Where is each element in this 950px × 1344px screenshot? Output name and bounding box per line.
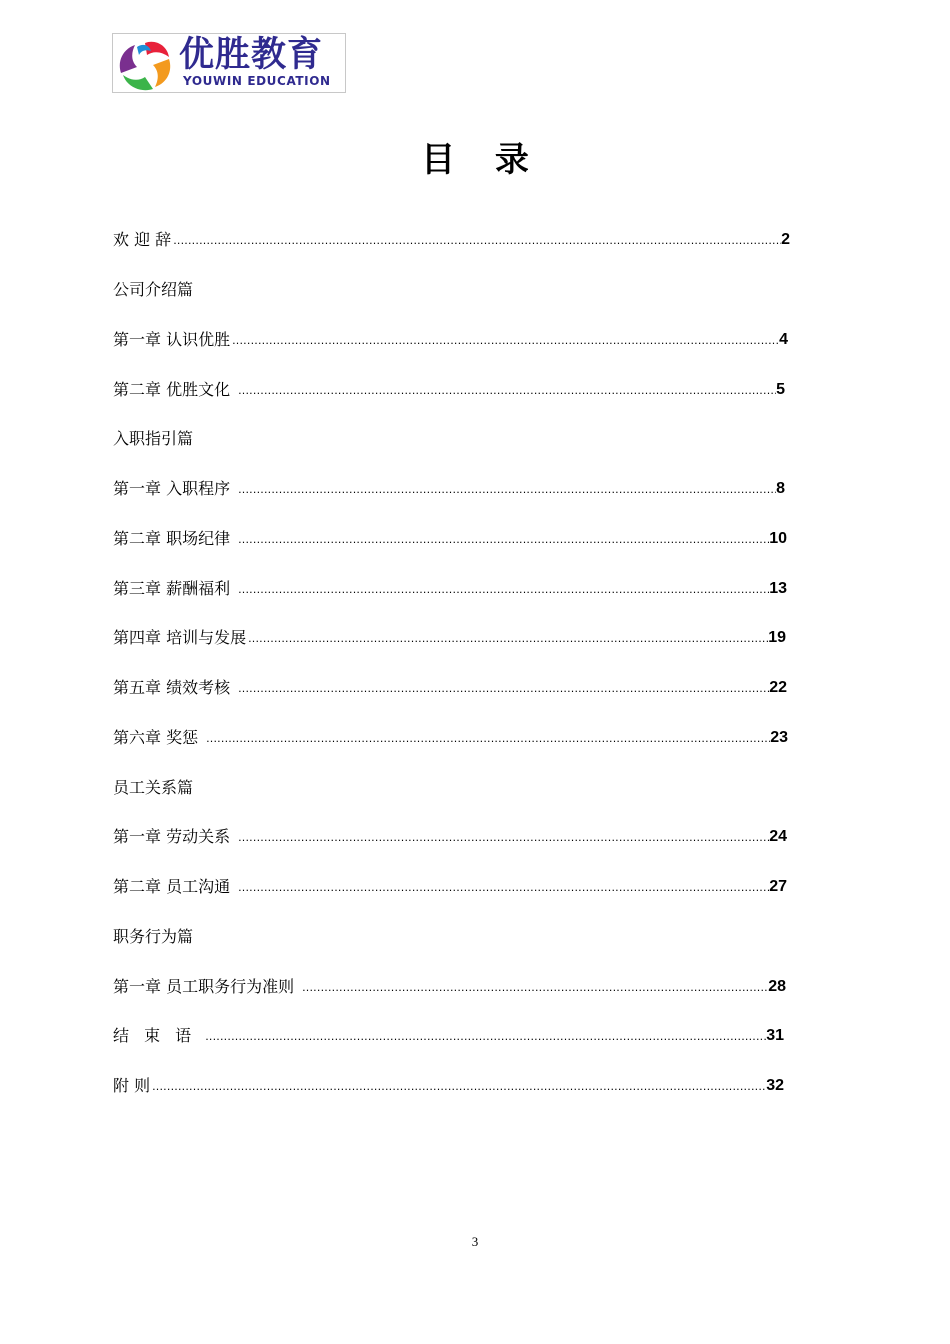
toc-entry-label: 第六章 奖惩: [113, 728, 199, 747]
toc-entry-page: 32: [766, 1077, 784, 1094]
toc-dot-leader: [238, 880, 769, 896]
toc-entry-label: 第一章 认识优胜: [113, 330, 231, 349]
toc-entry-page: 4: [779, 331, 788, 348]
toc-section-heading: [113, 777, 193, 799]
toc-entry-page: 5: [776, 381, 785, 398]
toc-entry-page: 2: [781, 231, 790, 248]
toc-entry-page: 13: [769, 580, 787, 597]
toc-dot-leader: [302, 980, 768, 996]
logo-english-name: YOUWIN EDUCATION: [183, 74, 331, 88]
toc-entry[interactable]: [113, 727, 788, 749]
toc-entry[interactable]: [113, 1025, 784, 1047]
toc-entry-page: 27: [769, 878, 787, 895]
toc-dot-leader: [152, 1079, 766, 1095]
toc-entry[interactable]: [113, 876, 787, 898]
toc-dot-leader: [232, 333, 779, 349]
toc-entry-page: 10: [769, 530, 787, 547]
toc-section-label: 公司介绍篇: [113, 280, 194, 299]
toc-entry-page: 31: [766, 1027, 784, 1044]
toc-entry-label: 结 束 语: [113, 1026, 192, 1045]
toc-entry-page: 22: [769, 679, 787, 696]
toc-entry-label: 第一章 劳动关系: [113, 827, 231, 846]
toc-entry[interactable]: [113, 379, 785, 401]
toc-entry[interactable]: [113, 578, 787, 600]
toc-entry-page: 8: [776, 480, 785, 497]
toc-dot-leader: [205, 1029, 766, 1045]
toc-entry-label: 欢 迎 辞: [113, 230, 172, 249]
toc-entry[interactable]: [113, 976, 786, 998]
toc-section-label: 职务行为篇: [113, 927, 194, 946]
toc-entry[interactable]: [113, 528, 787, 550]
toc-entry-label: 附 则: [113, 1076, 151, 1095]
toc-entry-label: 第二章 优胜文化: [113, 380, 231, 399]
toc-entry-page: 19: [768, 629, 786, 646]
toc-dot-leader: [248, 631, 768, 647]
toc-entry-page: 23: [770, 729, 788, 746]
toc-dot-leader: [238, 532, 769, 548]
toc-section-label: 员工关系篇: [113, 778, 194, 797]
toc-dot-leader: [238, 830, 769, 846]
toc-entry-label: 第四章 培训与发展: [113, 628, 247, 647]
toc-entry[interactable]: [113, 1075, 784, 1097]
toc-dot-leader: [238, 482, 776, 498]
table-of-contents: [113, 0, 790, 1200]
toc-entry-label: 第二章 员工沟通: [113, 877, 231, 896]
toc-section-label: 入职指引篇: [113, 429, 194, 448]
toc-entry-label: 第五章 绩效考核: [113, 678, 231, 697]
toc-dot-leader: [173, 233, 781, 249]
toc-section-heading: [113, 428, 193, 450]
toc-entry-label: 第三章 薪酬福利: [113, 579, 231, 598]
toc-dot-leader: [238, 582, 769, 598]
toc-section-heading: [113, 926, 193, 948]
page-number: 3: [471, 1234, 479, 1249]
logo-chinese-name: 优胜教育: [179, 35, 324, 75]
toc-entry[interactable]: [113, 329, 788, 351]
toc-entry[interactable]: [113, 478, 785, 500]
toc-entry[interactable]: [113, 677, 787, 699]
toc-entry-page: 28: [768, 978, 786, 995]
toc-entry-page: 24: [769, 828, 787, 845]
toc-entry-label: 第一章 员工职务行为准则: [113, 977, 295, 996]
toc-dot-leader: [238, 681, 769, 697]
toc-dot-leader: [238, 383, 776, 399]
toc-entry[interactable]: [113, 229, 790, 251]
toc-dot-leader: [206, 731, 770, 747]
page-title: 目 录: [421, 140, 529, 180]
toc-entry[interactable]: [113, 627, 786, 649]
toc-entry-label: 第一章 入职程序: [113, 479, 231, 498]
toc-section-heading: [113, 279, 193, 301]
toc-entry-label: 第二章 职场纪律: [113, 529, 231, 548]
toc-entry[interactable]: [113, 826, 787, 848]
